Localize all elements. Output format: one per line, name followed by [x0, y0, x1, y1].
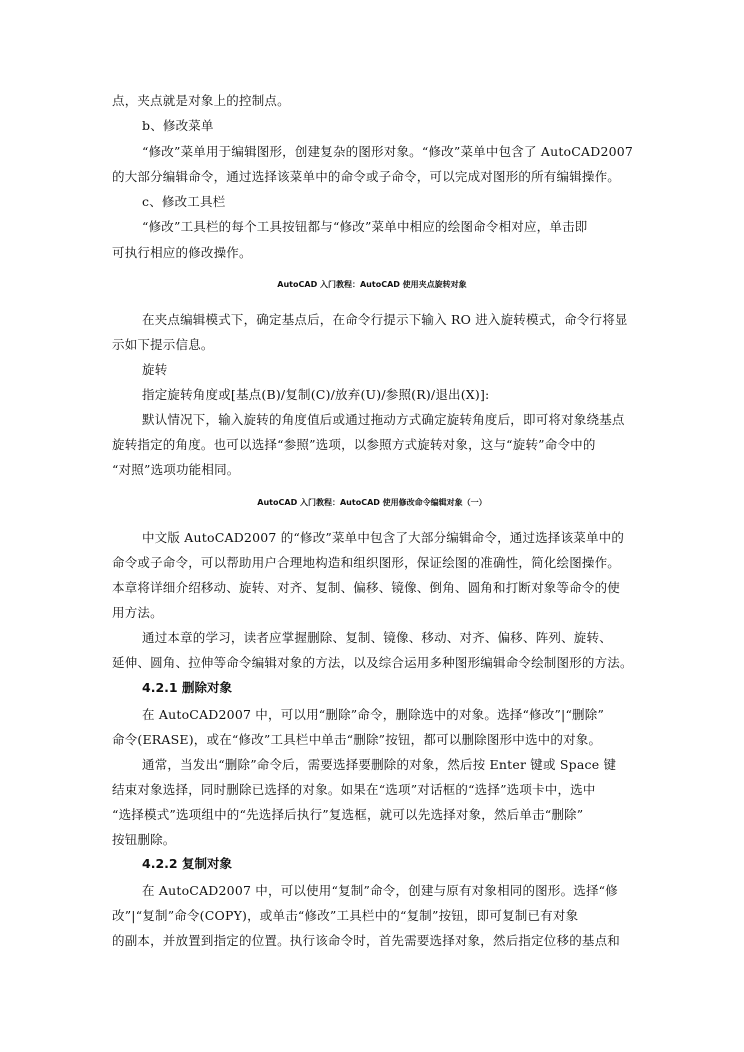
list-label-modify-menu: b、修改菜单 [142, 118, 214, 133]
paragraph-line: 延伸、圆角、拉伸等命令编辑对象的方法，以及综合运用多种图形编辑命令绘制图形的方法。 [112, 655, 633, 670]
paragraph-line: “对照”选项功能相同。 [112, 462, 240, 477]
paragraph-line: 命令(ERASE)，或在“修改”工具栏中单击“删除”按钮，都可以删除图形中选中的对象。 [112, 732, 602, 747]
paragraph-line: “修改”工具栏的每个工具按钮都与“修改”菜单中相应的绘图命令相对应，单击即 [142, 219, 588, 234]
paragraph-line: 可执行相应的修改操作。 [112, 245, 252, 260]
paragraph-line: 通过本章的学习，读者应掌握删除、复制、镜像、移动、对齐、偏移、阵列、旋转、 [142, 630, 612, 645]
paragraph-line: 用方法。 [112, 605, 163, 620]
paragraph-line: “选择模式”选项组中的“先选择后执行”复选框，就可以先选择对象，然后单击“删除” [112, 807, 584, 822]
paragraph-line: 旋转指定的角度。也可以选择“参照”选项，以参照方式旋转对象，这与“旋转”命令中的 [112, 437, 596, 452]
paragraph-line: 的副本，并放置到指定的位置。执行该命令时，首先需要选择对象，然后指定位移的基点和 [112, 933, 621, 948]
paragraph-line: 在夹点编辑模式下，确定基点后，在命令行提示下输入 RO 进入旋转模式，命令行将显 [142, 312, 628, 327]
paragraph-line: 本章将详细介绍移动、旋转、对齐、复制、偏移、镜像、倒角、圆角和打断对象等命令的使 [112, 580, 621, 595]
section-heading-modify: AutoCAD 入门教程：AutoCAD 使用修改命令编辑对象（一） [257, 498, 487, 507]
paragraph-line: “修改”菜单用于编辑图形，创建复杂的图形对象。“修改”菜单中包含了 AutoCAD2007 [142, 144, 634, 159]
paragraph-line: 的大部分编辑命令，通过选择该菜单中的命令或子命令，可以完成对图形的所有编辑操作。 [112, 169, 621, 184]
subsection-heading-delete: 4.2.1 删除对象 [142, 680, 232, 695]
paragraph-line: 改”|“复制”命令(COPY)，或单击“修改”工具栏中的“复制”按钮，即可复制已有对象 [112, 908, 579, 923]
command-prompt: 指定旋转角度或[基点(B)/复制(C)/放弃(U)/参照(R)/退出(X)]: [142, 387, 490, 402]
command-label: 旋转 [142, 362, 168, 377]
section-heading-rotate: AutoCAD 入门教程：AutoCAD 使用夹点旋转对象 [277, 280, 467, 289]
paragraph-line: 在 AutoCAD2007 中，可以使用“复制”命令，创建与原有对象相同的图形。选择“修 [142, 883, 618, 898]
paragraph-line: 示如下提示信息。 [112, 337, 214, 352]
list-label-modify-toolbar: c、修改工具栏 [142, 194, 226, 209]
subsection-heading-copy: 4.2.2 复制对象 [142, 856, 232, 871]
paragraph-line: 按钮删除。 [112, 832, 176, 847]
paragraph-line: 默认情况下，输入旋转的角度值后或通过拖动方式确定旋转角度后，即可将对象绕基点 [142, 412, 625, 427]
paragraph-line: 通常，当发出“删除”命令后，需要选择要删除的对象，然后按 Enter 键或 Space 键 [142, 757, 617, 772]
paragraph-line: 中文版 AutoCAD2007 的“修改”菜单中包含了大部分编辑命令，通过选择该菜单中的 [142, 530, 625, 545]
paragraph-line: 结束对象选择，同时删除已选择的对象。如果在“选项”对话框的“选择”选项卡中，选中 [112, 782, 596, 797]
paragraph-line: 点，夹点就是对象上的控制点。 [112, 93, 290, 108]
paragraph-line: 命令或子命令，可以帮助用户合理地构造和组织图形，保证绘图的准确性，简化绘图操作。 [112, 555, 621, 570]
paragraph-line: 在 AutoCAD2007 中，可以用“删除”命令，删除选中的对象。选择“修改”|“删除” [142, 707, 605, 722]
